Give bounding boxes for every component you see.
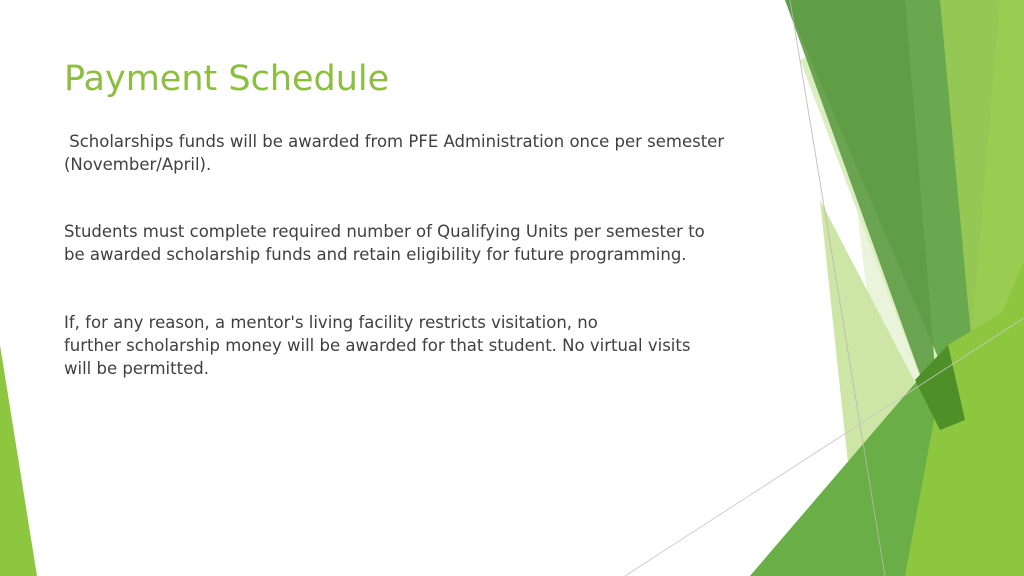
paragraph-line: Scholarships funds will be awarded from PFE Administration once per semester [64, 132, 725, 151]
paragraph-line: will be permitted. [64, 359, 209, 378]
paragraph-line: (November/April). [64, 155, 212, 174]
slide-title: Payment Schedule [64, 59, 390, 99]
paragraph-visitation-policy [64, 311, 784, 380]
left-edge-shape [0, 345, 37, 576]
paragraph-qualifying-units [64, 220, 784, 266]
paragraph-payment-timing [64, 130, 784, 176]
paragraph-line: be awarded scholarship funds and retain eligibility for future programming. [64, 245, 687, 264]
paragraph-line: If, for any reason, a mentor's living facility restricts visitation, no [64, 313, 598, 332]
paragraph-line: further scholarship money will be awarded for that student. No virtual visits [64, 336, 691, 355]
paragraph-line: Students must complete required number of Qualifying Units per semester to [64, 222, 705, 241]
